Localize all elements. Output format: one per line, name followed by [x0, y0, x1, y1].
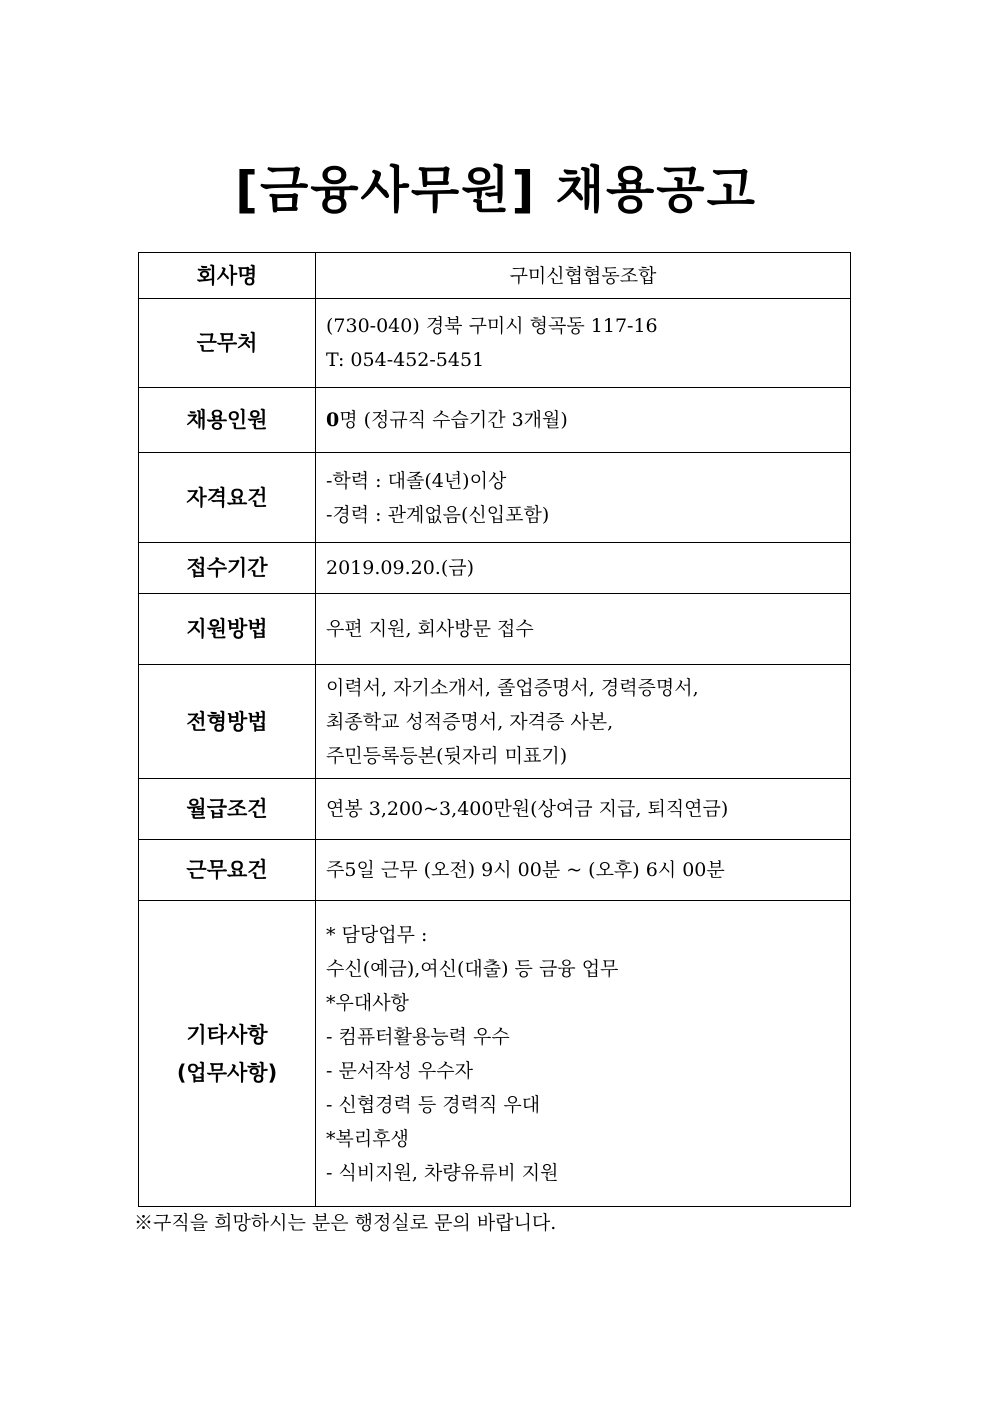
row-label: 채용인원: [139, 388, 316, 453]
selection-item: 주민등록등본(뒷자리 미표기): [326, 744, 568, 767]
row-label: 지원방법: [139, 594, 316, 665]
apply-value: 우편 지원, 회사방문 접수: [316, 594, 851, 665]
headcount-value: [316, 388, 851, 453]
selection-value: [316, 665, 851, 779]
salary-value: 연봉 3,200~3,400만원(상여금 지급, 퇴직연금): [316, 779, 851, 840]
row-apply: [139, 594, 851, 665]
row-selection: [139, 665, 851, 779]
row-headcount: [139, 388, 851, 453]
misc-item: - 신협경력 등 경력직 우대: [326, 1093, 541, 1116]
job-posting-table: [138, 252, 851, 1207]
hours-value: 주5일 근무 (오전) 9시 00분 ~ (오후) 6시 00분: [316, 840, 851, 901]
row-label: 접수기간: [139, 543, 316, 594]
row-label: 근무요건: [139, 840, 316, 901]
misc-sublabel: (업무사항): [176, 1060, 278, 1085]
qualification-item: -학력 : 대졸(4년)이상: [326, 469, 507, 492]
qualification-item: -경력 : 관계없음(신입포함): [326, 503, 550, 526]
row-qualifications: [139, 453, 851, 543]
row-label: 자격요건: [139, 453, 316, 543]
misc-value: [316, 901, 851, 1207]
misc-label: 기타사항: [186, 1022, 268, 1047]
misc-item: *우대사항: [326, 991, 409, 1014]
selection-item: 최종학교 성적증명서, 자격증 사본,: [326, 710, 614, 733]
row-label: 근무처: [139, 299, 316, 388]
row-label: 전형방법: [139, 665, 316, 779]
row-workplace: [139, 299, 851, 388]
misc-item: - 컴퓨터활용능력 우수: [326, 1025, 510, 1048]
company-name: 구미신협협동조합: [316, 253, 851, 299]
misc-item: - 문서작성 우수자: [326, 1059, 473, 1082]
workplace-address: (730-040) 경북 구미시 형곡동 117-16: [326, 315, 658, 337]
headcount-detail: 명 (정규직 수습기간 3개월): [339, 409, 568, 431]
page-title: [금융사무원] 채용공고: [235, 161, 757, 219]
footnote: ※구직을 희망하시는 분은 행정실로 문의 바랍니다.: [134, 1212, 557, 1234]
row-misc: [139, 901, 851, 1207]
misc-item: *복리후생: [326, 1127, 409, 1150]
row-hours: [139, 840, 851, 901]
qualifications-value: [316, 453, 851, 543]
workplace-phone: T: 054-452-5451: [326, 349, 485, 371]
workplace-value: [316, 299, 851, 388]
selection-item: 이력서, 자기소개서, 졸업증명서, 경력증명서,: [326, 676, 699, 699]
row-label: 월급조건: [139, 779, 316, 840]
misc-item: - 식비지원, 차량유류비 지원: [326, 1161, 559, 1184]
row-label: [139, 901, 316, 1207]
row-company: [139, 253, 851, 299]
row-salary: [139, 779, 851, 840]
misc-item: 수신(예금),여신(대출) 등 금융 업무: [326, 957, 619, 980]
headcount-number: 0: [326, 409, 340, 431]
row-label: 회사명: [139, 253, 316, 299]
period-value: 2019.09.20.(금): [316, 543, 851, 594]
row-period: [139, 543, 851, 594]
misc-item: * 담당업무 :: [326, 923, 428, 946]
